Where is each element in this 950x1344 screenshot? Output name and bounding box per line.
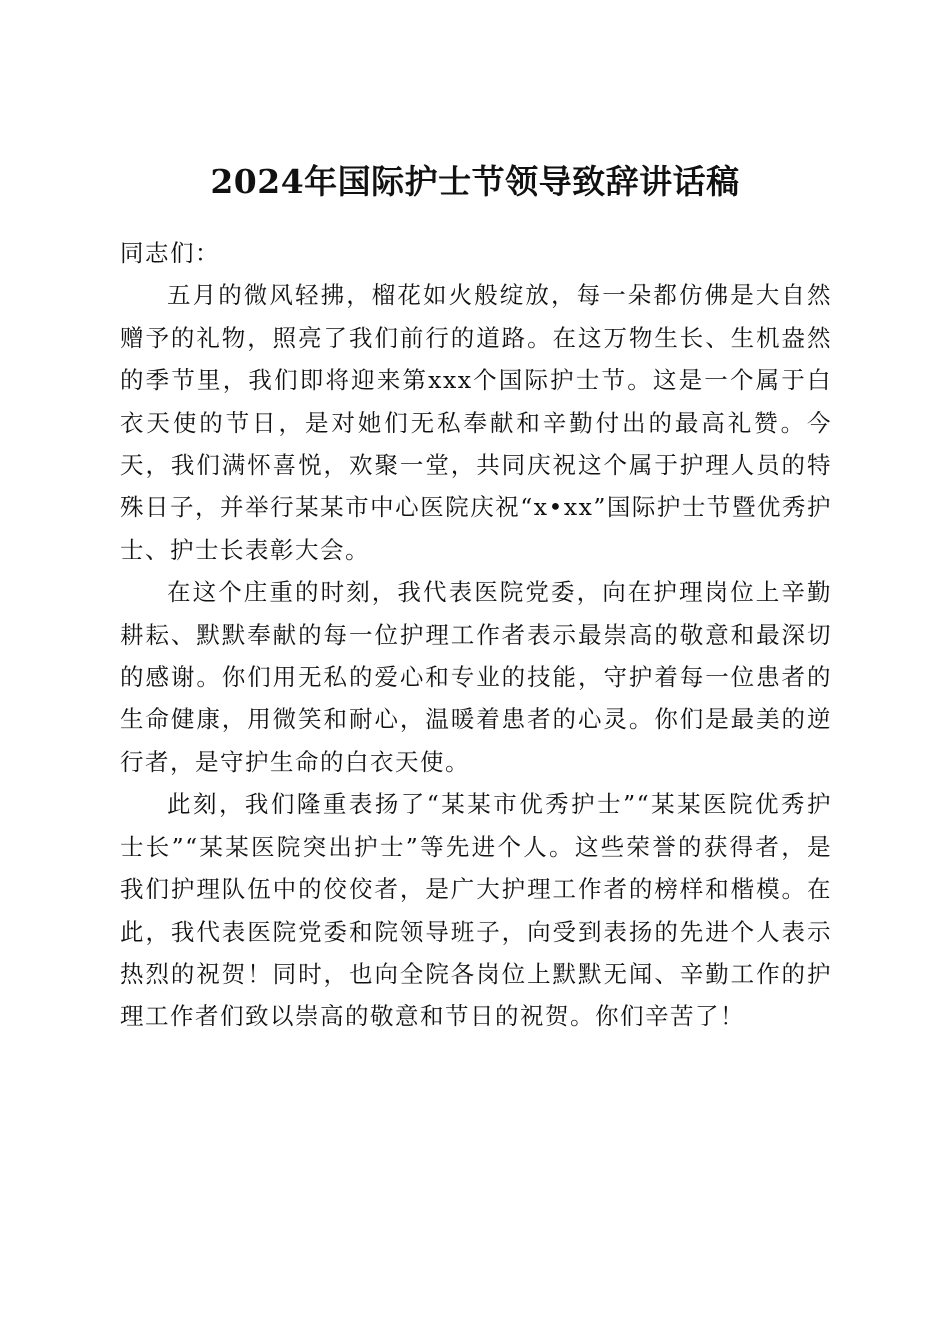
page-title: 2024年国际护士节领导致辞讲话稿 [210,162,740,202]
paragraph-commendation: 此刻，我们隆重表扬了“某某市优秀护士”“某某医院优秀护士长”“某某医院突出护士”等先进个人。这些荣誉的获得者，是我们护理队伍中的佼佼者，是广大护理工作者的榜样和楷模。在此，我代表医院党委和院领导班子，向受到表扬的先进个人表示热烈的祝贺！同时，也向全院各岗位上默默无闻、辛勤工作的护理工作者们致以崇高的敬意和节日的祝贺。你们辛苦了！ [120,790,832,1031]
salutation: 同志们： [120,239,220,267]
document-body [120,232,832,1038]
paragraph-opening: 五月的微风轻拂，榴花如火般绽放，每一朵都仿佛是大自然赠予的礼物，照亮了我们前行的道路。在这万物生长、生机盎然的季节里，我们即将迎来第xxx个国际护士节。这是一个属于白衣天使的节日，是对她们无私奉献和辛勤付出的最高礼赞。今天，我们满怀喜悦，欢聚一堂，共同庆祝这个属于护理人员的特殊日子，并举行某某市中心医院庆祝“x•xx”国际护士节暨优秀护士、护士长表彰大会。 [120,281,832,564]
paragraph-gratitude: 在这个庄重的时刻，我代表医院党委，向在护理岗位上辛勤耕耘、默默奉献的每一位护理工作者表示最崇高的敬意和最深切的感谢。你们用无私的爱心和专业的技能，守护着每一位患者的生命健康，用微笑和耐心，温暖着患者的心灵。你们是最美的逆行者，是守护生命的白衣天使。 [120,578,832,776]
